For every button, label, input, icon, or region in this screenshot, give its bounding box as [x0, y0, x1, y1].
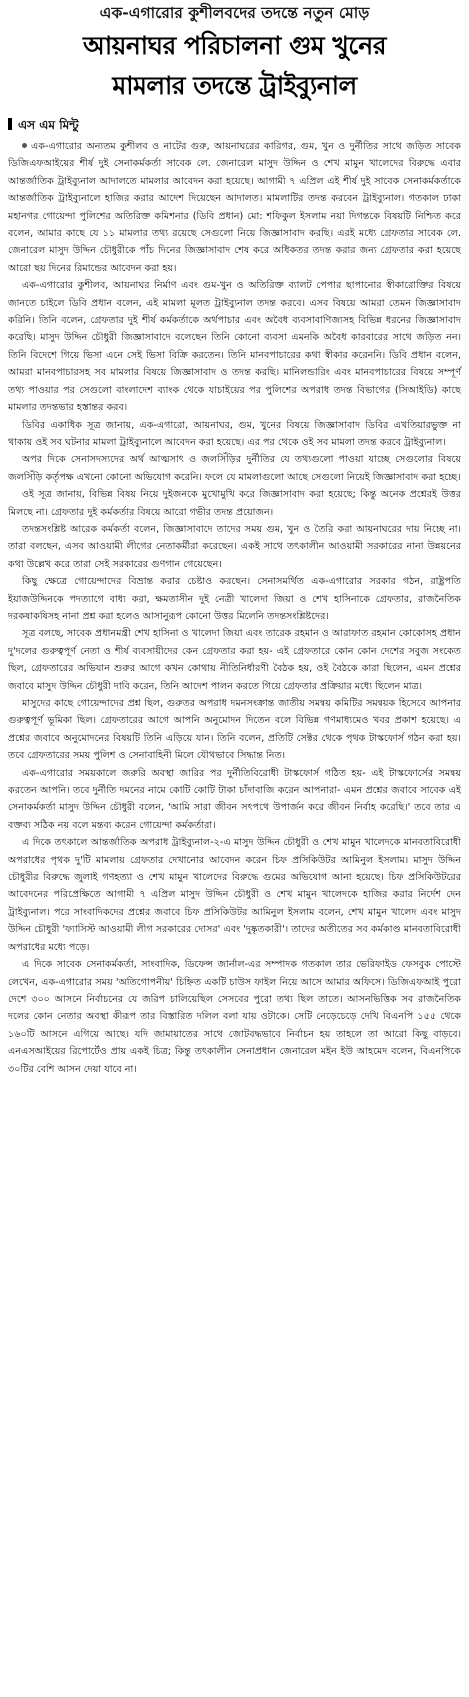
byline	[8, 115, 79, 135]
paragraph: মাসুদের কাছে গোয়েন্দাদের প্রশ্ন ছিল, গুরুতর অপরাধ দমনসংক্রান্ত জাতীয় সমন্বয় কমিটির সমন্বয়ক হিসেবে আপনার গুরুত্বপূর্ণ ভূমিকা ছিল। গ্রেফতারের আগে আপনি অনুমোদন দিতেন বলে বিভিন্ন গণমাধ্যমেও খবর প্রকাশ হয়েছে। এ প্রশ্নের জবাবে অনুমোদনের বিষয়টি তিনি এড়িয়ে যান। তিনি বলেন, প্রতিটি সেক্টর থেকে পৃথক টাস্কফোর্স গঠন করা হয়। তবে গ্রেফতারের সময় পুলিশ ও সেনাবাহিনী মিলে যৌথভাবে সিদ্ধান্ত নিত।	[8, 698, 461, 762]
paragraph-text: এক-এগারোর অন্যতম কুশীলব ও নাটের গুরু, আয়নাঘরের কারিগর, গুম, খুন ও দুর্নীতির সাথে জড়িত সাবেক ডিজিএফআইয়ের শীর্ষ দুই সেনাকর্মকর্তা সাবেক লে. জেনারেল মাসুদ উদ্দিন ও শেখ মামুন খালেদের বিরুদ্ধে এবার আন্তর্জাতিক ট্রাইব্যুনাল আদালতে মামলার আবেদন করা হয়েছে। আগামী ৭ এপ্রিল এই শীর্ষ দুই সাবেক সেনাকর্মকর্তাকে আন্তর্জাতিক ট্রাইব্যুনালে হাজির করার আদেশ দিয়েছেন আদালত। মামলাটির তদন্ত করবেন ট্রাইব্যুনাল। গতকাল ঢাকা মহানগর গোয়েন্দা পুলিশের অতিরিক্ত কমিশনার (ডিবি প্রধান) মো: শফিকুল ইসলাম নয়া দিগন্তকে বিষয়টি নিশ্চিত করে বলেন, আমার কাছে যে ১১ মামলার তথ্য রয়েছে সেগুলো নিয়ে জিজ্ঞাসাবাদ করছি। এরই মধ্যে গ্রেফতার সাবেক লে. জেনারেল মাসুদ উদ্দিন চৌধুরীকে পাঁচ দিনের জিজ্ঞাসাবাদ শেষ করে অধিকতর তদন্ত করার জন্য গ্রেফতার করা হয়েছে আরো ছয় দিনের রিমান্ডের আবেদন করা হয়।	[8, 141, 461, 274]
paragraph: এক-এগারোর সময়কালে জরুরি অবস্থা জারির পর দুর্নীতিবিরোধী টাস্কফোর্স গঠিত হয়- এই টাস্কফোর্সের সমন্বয় করতেন আপনি। তবে দুর্নীতি দমনের নামে কোটি কোটি টাকা চাঁদাবাজি করেন আপনারা- এমন প্রশ্নের জবাবে সাবেক এই সেনাকর্মকর্তা মাসুদ উদ্দিন চৌধুরী বলেন, 'আমি সারা জীবন সৎপথে উপার্জন করে জীবন নির্বাহ করেছি।' তবে তার এ বক্তব্য সঠিক নয় বলে মন্তব্য করেন গোয়েন্দা কর্মকর্তারা।	[8, 767, 461, 831]
author-name: এস এম মিন্টু	[18, 118, 79, 132]
paragraph	[8, 138, 461, 277]
kicker-headline: এক-এগারোর কুশীলবদের তদন্তে নতুন মোড়	[99, 4, 370, 22]
byline-marker	[8, 118, 12, 130]
paragraph: অপর দিকে সেনাসদস্যদের অর্থ আত্মসাৎ ও জলসিঁড়ির দুর্নীতির যে তথ্যগুলো পাওয়া যাচ্ছে সেগুলোর বিষয়ে জলসিঁড়ি কর্তৃপক্ষ এখনো কোনো অভিযোগ করেনি। ফলে যে মামলাগুলো আছে সেগুলো নিয়েই জিজ্ঞাসাবাদ করা হচ্ছে।	[8, 454, 461, 483]
paragraph: এ দিকে তৎকালে আন্তর্জাতিক অপরাধ ট্রাইব্যুনাল-২-এ মাসুদ উদ্দিন চৌধুরী ও শেখ মামুন খালেদকে মানবতাবিরোধী অপরাধের পৃথক দু'টি মামলায় গ্রেফতার দেখানোর আবেদন করেন চিফ প্রসিকিউটর আমিনুল ইসলাম। মাসুদ উদ্দিন চৌধুরীর বিরুদ্ধে জুলাই গণহত্যা ও শেখ মামুন খালেদের বিরুদ্ধে গুমের অভিযোগ আনা হয়েছে। চিফ প্রসিকিউটরের আবেদনের পরিপ্রেক্ষিতে আগামী ৭ এপ্রিল মাসুদ উদ্দিন চৌধুরী ও শেখ মামুন খালেদকে হাজির করার নির্দেশ দেন ট্রাইব্যুনাল। পরে সাংবাদিকদের প্রশ্নের জবাবে চিফ প্রসিকিউটর আমিনুল ইসলাম বলেন, শেখ মামুন খালেদ এবং মাসুদ উদ্দিন চৌধুরী 'ফ্যাসিস্ট আওয়ামী লীগ সরকারের দোসর' এবং 'দুষ্কৃতকারী'। তাদের অতীতের সব কর্মকাণ্ড মানবতাবিরোধী অপরাধের মধ্যে পড়ে।	[8, 837, 461, 953]
paragraph: তদন্তসংশ্লিষ্ট আরেক কর্মকর্তা বলেন, জিজ্ঞাসাবাদে তাদের সময় গুম, খুন ও তৈরি করা আয়নাঘরের দায় নিচ্ছে না। তারা বলছেন, এসব আওয়ামী লীগের নেতাকর্মীরা করেছেন। একই সাথে তৎকালীন আওয়ামী সরকারের নানা উন্নয়নের কথা উল্লেখ করে তারা সেই সরকারের গুণগান গেয়েছেন।	[8, 523, 461, 570]
paragraph: এক-এগারোর কুশীলব, আয়নাঘর নির্মাণ এবং গুম-খুন ও অতিরিক্ত ব্যালট পেপার ছাপানোর স্বীকারোক্তির বিষয়ে জানতে চাইলে ডিবি প্রধান বলেন, এই মামলা মূলত ট্রাইব্যুনাল তদন্ত করবে। এসব বিষয়ে আমরা তেমন জিজ্ঞাসাবাদ করিনি। তিনি বলেন, গ্রেফতার দুই শীর্ষ কর্মকর্তাকে অর্থপাচার এবং অবৈধ ব্যবসাবাণিজ্যসহ বিভিন্ন ধরনের জিজ্ঞাসাবাদ করেছি। মাসুদ উদ্দিন চৌধুরী জিজ্ঞাসাবাদে বলেছেন তিনি কোনো ব্যবসা এমনকি অবৈধ কারবারের সাথে জড়িত নন। তিনি বিদেশে গিয়ে ভিসা এনে সেই ভিসা বিক্রি করতেন। তিনি মানবপাচারের কথা স্বীকার করেননি। ডিবি প্রধান বলেন, আমরা মানবপাচারসহ সব মামলার বিষয়ে জিজ্ঞাসাবাদ ও তদন্ত করছি। মানিলন্ডারিং এবং মানবপাচারের বিষয়ে সম্পূর্ণ তথ্য পাওয়ার পর সেগুলো বাংলাদেশ ব্যাংক থেকে যাচাইয়ের পর পুলিশের অপরাধ তদন্ত বিভাগের (সিআইডি) কাছে মামলার তদন্তভার হস্তান্তর করব।	[8, 280, 461, 414]
article-body	[8, 138, 461, 1078]
paragraph: ওই সূত্র জানায়, বিভিন্ন বিষয় নিয়ে দুইজনকে মুখোমুখি করে জিজ্ঞাসাবাদ করা হয়েছে; কিন্তু অনেক প্রশ্নেরই উত্তর মিলছে না। গ্রেফতার দুই কর্মকর্তার বিষয়ে আরো গভীর তদন্ত প্রয়োজন।	[8, 489, 461, 518]
paragraph: কিছু ক্ষেত্রে গোয়েন্দাদের বিভ্রান্ত করার চেষ্টাও করছেন। সেনাসমর্থিত এক-এগারোর সরকার গঠন, রাষ্ট্রপতি ইয়াজউদ্দিনকে পদত্যাগে বাধ্য করা, ক্ষমতাসীন দুই নেত্রী খালেদা জিয়া ও শেখ হাসিনাকে গ্রেফতার, রাজনৈতিক দরকষাকষিসহ নানা প্রশ্ন করা হলেও আসানুরূপ কোনো উত্তর মিলেনি তদন্তসংশ্লিষ্টদের।	[8, 576, 461, 622]
paragraph: ডিবির একাধিক সূত্র জানায়, এক-এগারো, আয়নাঘর, গুম, খুনের বিষয়ে জিজ্ঞাসাবাদ ডিবির এখতিয়ারভুক্ত না থাকায় ওই সব ঘটনার মামলা ট্রাইব্যুনালে আবেদন করা হয়েছে। এর পর থেকে ওই সব মামলা তদন্ত করবে ট্রাইব্যুনাল।	[8, 419, 461, 448]
paragraph: এ দিকে সাবেক সেনাকর্মকর্তা, সাংবাদিক, ডিফেন্স জার্নাল-এর সম্পাদক গতকাল তার ভেরিফাইড ফেসবুক পোস্টে লেখেন, এক-এগারোর সময় 'অতিগোপনীয়' চিহ্নিত একটি চাউস ফাইল নিয়ে আসে আমার অফিসে। ডিজিএফআই পুরো দেশে ৩০০ আসনে নির্বাচনের যে জরিপ চালিয়েছিল সেসবের পুরো তথ্য ছিল তাতে। আসনভিত্তিক সব রাজনৈতিক দলের কোন নেতার অবস্থা কীরূপ তার বিস্তারিত দলিল বলা যায় ওটাকে। সেটি নেড়েচেড়ে দেখি বিএনপি ১৫৫ থেকে ১৬০টি আসনে এগিয়ে আছে। যদি জামায়াতের সাথে জোটবদ্ধভাবে নির্বাচন হয় তাহলে তা আরো কিছু বাড়বে। এনএসআইয়ের রিপোর্টেও প্রায় একই চিত্র; কিন্তু তৎকালীন সেনাপ্রধান জেনারেল মইন ইউ আহমেদ বলেন, বিএনপিকে ৩০টির বেশি আসন দেয়া যাবে না।	[8, 959, 461, 1075]
bullet-icon	[22, 143, 27, 148]
headline-line-1: আয়নাঘর পরিচালনা গুম খুনের	[83, 31, 386, 60]
headline-line-2: মামলার তদন্তে ট্রাইব্যুনাল	[112, 71, 357, 100]
main-headline	[0, 26, 469, 106]
paragraph: সূত্র বলছে, সাবেক প্রধানমন্ত্রী শেখ হাসিনা ও খালেদা জিয়া এবং তারেক রহমান ও আরাফাত রহমান কোকোসহ প্রধান দু'দলের গুরুত্বপূর্ণ নেতা ও শীর্ষ ব্যবসায়ীদের কেন গ্রেফতার করা হয়- এই গ্রেফতারে কোন কোন দেশের সবুজ সংকেত ছিল, গ্রেফতারের অভিযান শুরুর আগে কখন কোথায় নীতিনির্ধারণী বৈঠক হয়, ওই বৈঠকে কারা ছিলেন, এমন প্রশ্নের জবাবে মাসুদ উদ্দিন চৌধুরী দাবি করেন, তিনি আদেশ পালন করতে গিয়ে গ্রেফতার প্রক্রিয়ার মধ্যে ছিলেন মাত্র।	[8, 628, 461, 692]
